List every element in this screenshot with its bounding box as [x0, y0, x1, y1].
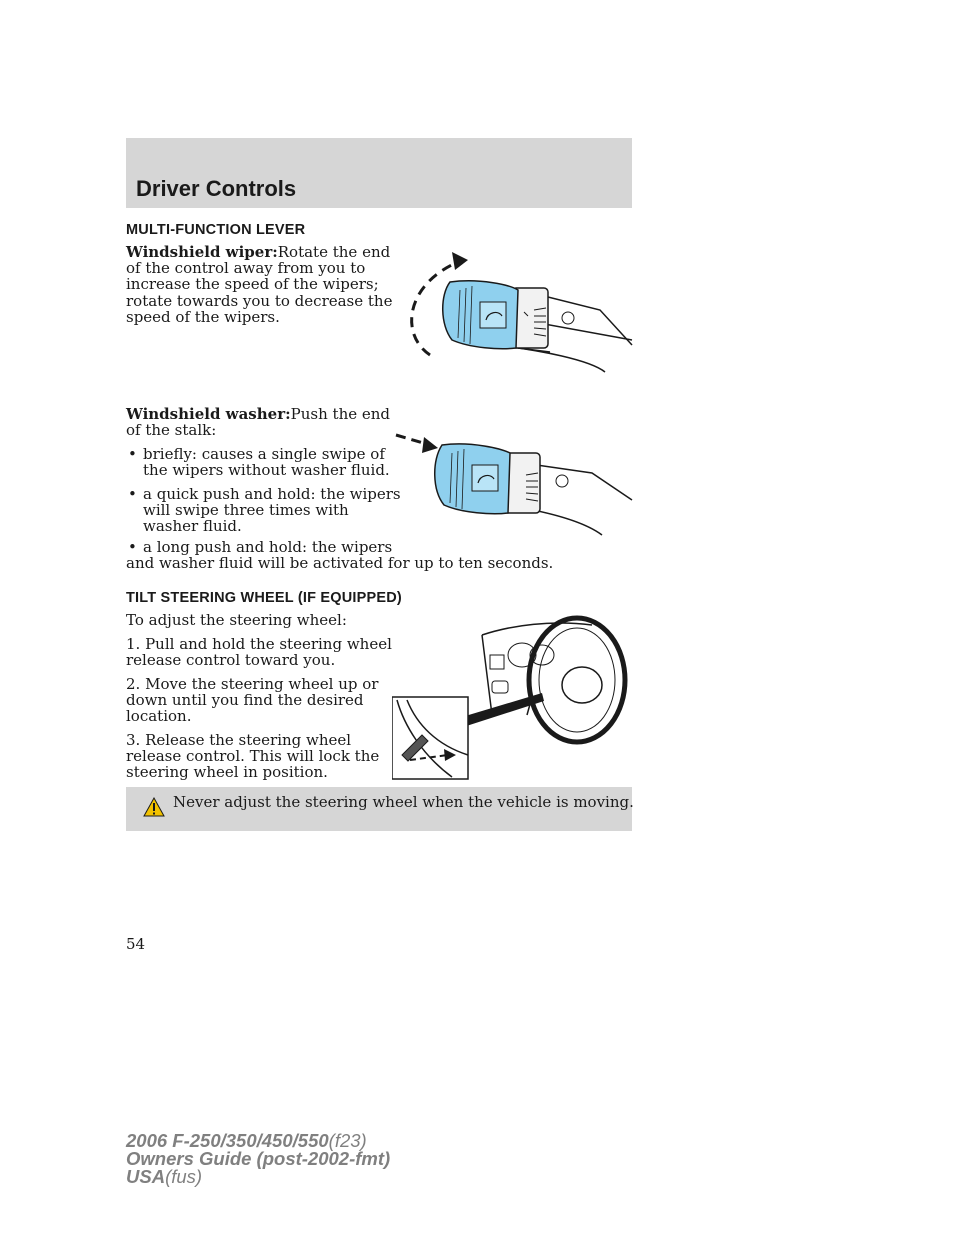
bullet-line: briefly: causes a single swipe of: [143, 445, 385, 463]
footer-market-code: (fus): [165, 1166, 203, 1187]
bullet-line: a quick push and hold: the wipers: [143, 485, 401, 503]
warning-box: [126, 787, 632, 831]
footer-model: 2006 F-250/350/450/550: [126, 1130, 329, 1151]
wiper-paragraph: [126, 244, 392, 325]
warning-icon: [143, 797, 165, 817]
section-title: Driver Controls: [136, 176, 297, 201]
washer-line: of the stalk:: [126, 421, 217, 440]
bullet-line: a long push and hold: the wipers: [143, 538, 393, 556]
bullet-line: the wipers without washer fluid.: [143, 461, 390, 480]
wiper-line: increase the speed of the wipers;: [126, 275, 379, 294]
page-number: 54: [126, 935, 146, 953]
multifunction-heading: MULTI-FUNCTION LEVER: [126, 222, 306, 238]
wiper-line: Rotate the end: [277, 243, 391, 261]
washer-label: Windshield washer:: [126, 405, 291, 423]
wiper-rotate-figure: [400, 250, 635, 375]
rotate-arrowhead: [452, 252, 468, 270]
steering-wheel-rim: [529, 618, 625, 742]
warning-text: Never adjust the steering wheel when the vehicle is moving.: [173, 793, 634, 811]
footer-market: USA: [126, 1166, 166, 1187]
step-line: 2. Move the steering wheel up or: [126, 675, 379, 693]
tilt-step: [126, 636, 392, 668]
washer-push-figure: [392, 425, 635, 540]
steering-wheel-hub: [562, 667, 602, 703]
bullet-line: washer fluid.: [143, 517, 242, 536]
document-footer: [126, 1132, 390, 1186]
wiper-line: rotate towards you to decrease the: [126, 291, 393, 310]
step-line: steering wheel in position.: [126, 763, 328, 782]
step-line: release control. This will lock the: [126, 747, 380, 766]
tilt-heading: TILT STEERING WHEEL (IF EQUIPPED): [126, 590, 402, 606]
washer-line: Push the end: [290, 405, 391, 423]
washer-paragraph: [126, 406, 390, 438]
step-line: release control toward you.: [126, 651, 336, 670]
wiper-line: of the control away from you to: [126, 259, 366, 278]
tilt-step: [126, 732, 379, 781]
step-line: location.: [126, 707, 192, 726]
zoom-callout-box: [392, 697, 468, 779]
tilt-intro: To adjust the steering wheel:: [126, 611, 347, 629]
push-arrowhead: [422, 437, 438, 453]
tilt-step: [126, 676, 378, 725]
footer-guide: Owners Guide (post-2002-fmt): [126, 1148, 391, 1169]
wiper-line: speed of the wipers.: [126, 307, 280, 326]
step-line: down until you find the desired: [126, 691, 364, 710]
steering-wheel-figure: [392, 605, 632, 780]
footer-code: (f23): [328, 1130, 367, 1151]
bullet-line: and washer fluid will be activated for up to ten seconds.: [126, 554, 554, 572]
step-line: 3. Release the steering wheel: [126, 731, 352, 749]
wiper-label: Windshield wiper:: [126, 243, 278, 261]
section-header-band: [126, 138, 632, 208]
step-line: 1. Pull and hold the steering wheel: [126, 635, 392, 653]
bullet-line: will swipe three times with: [143, 501, 349, 520]
